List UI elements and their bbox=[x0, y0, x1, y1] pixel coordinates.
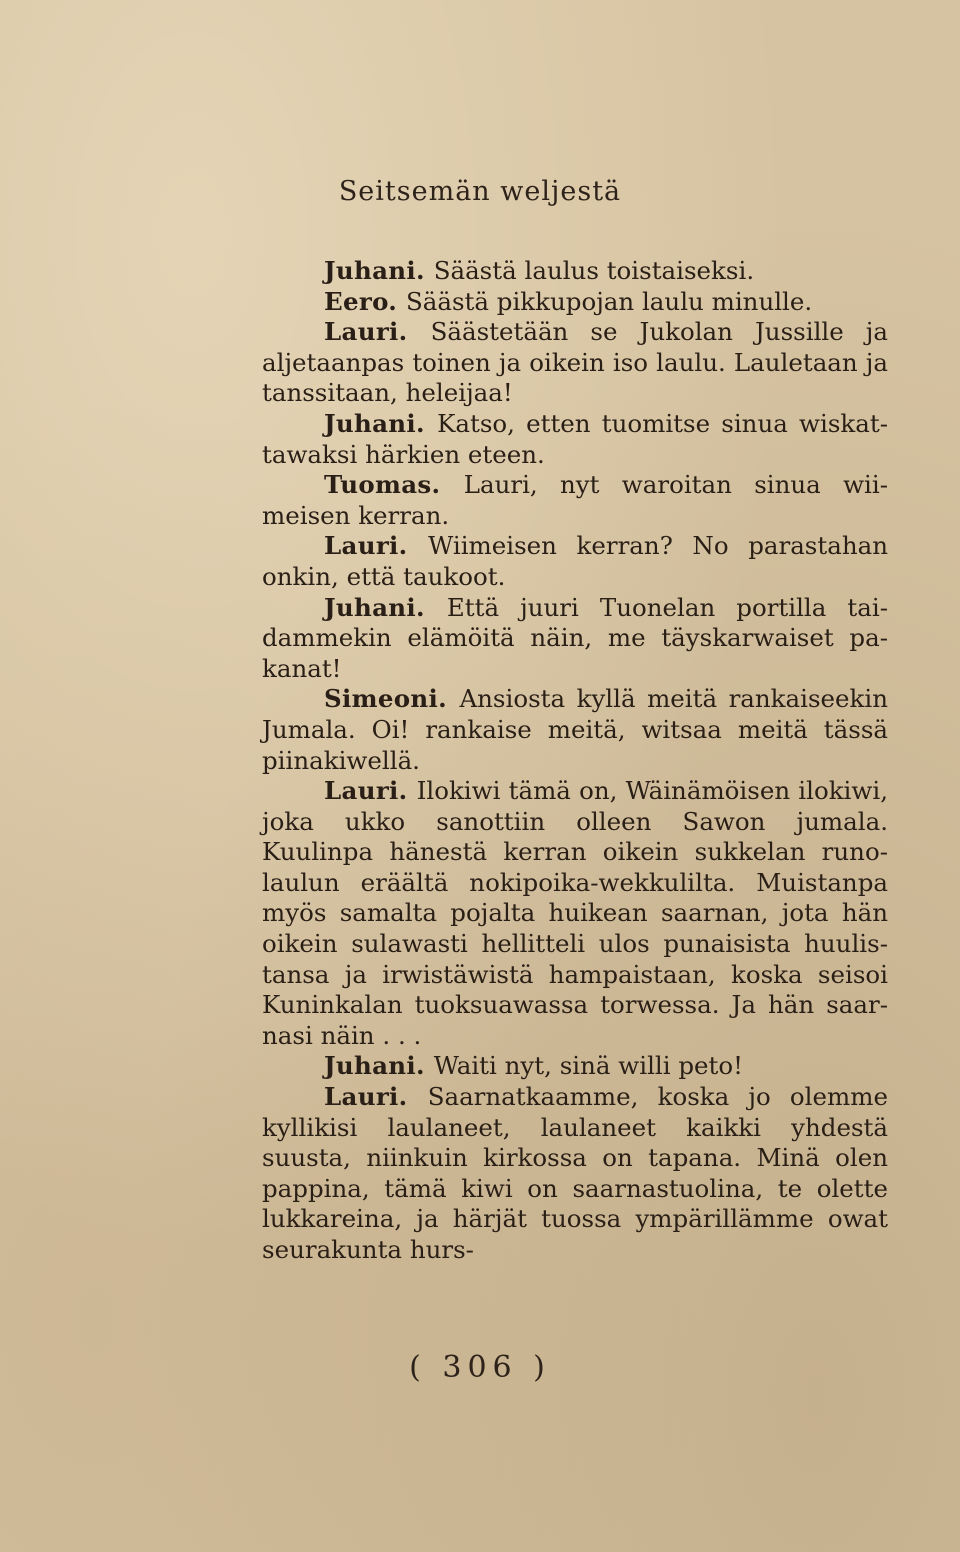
dialogue-paragraph bbox=[262, 1051, 888, 1082]
dialogue-paragraph bbox=[262, 1082, 888, 1266]
speaker-name: Juhani. bbox=[324, 592, 425, 622]
running-head: Seitsemän weljestä bbox=[338, 176, 622, 207]
dialogue-line: Waiti nyt, sinä willi peto! bbox=[433, 1051, 743, 1081]
dialogue-line: Saarnatkaamme, koska jo olemme kyllikisi laulaneet, laulaneet kaikki yhdestä suusta, niinkuin kirkossa on tapana. Minä olen pappina, tämä kiwi on saarnastuolina, te olette lukkareina, ja härjät tuossa ympärillämme owat seurakunta hurs- bbox=[262, 1082, 888, 1264]
speaker-name: Juhani. bbox=[324, 1051, 425, 1081]
page-number: ( 306 ) bbox=[409, 1350, 551, 1385]
speaker-name: Juhani. bbox=[324, 256, 425, 285]
speaker-name: Lauri. bbox=[324, 776, 408, 806]
dialogue-paragraph bbox=[262, 531, 888, 592]
speaker-name: Lauri. bbox=[324, 317, 408, 347]
dialogue-line: Wiimeisen kerran? No parastahan onkin, että taukoot. bbox=[262, 531, 888, 591]
dialogue-line: Katso, etten tuomitse sinua wiskattawaksi härkien eteen. bbox=[262, 408, 888, 469]
speaker-name: Eero. bbox=[324, 286, 398, 316]
dialogue-line: Ilokiwi tämä on, Wäinämöisen ilokiwi, joka ukko sanottiin olleen Sawon jumala. Kuulinpa hänestä kerran oikein sukkelan runolaulun eräältä nokipoika-wekkulilta. Muistanpa myös samalta pojalta huikean saarnan, jota hän oikein sulawasti hellitteli ulos punaisista huulistansa ja irwistäwistä hampaistaan, koska seisoi Kuninkalan tuoksuawassa torwessa. Ja hän saarnasi näin . . . bbox=[262, 776, 888, 1050]
dialogue-paragraph bbox=[262, 317, 888, 409]
speaker-name: Lauri. bbox=[324, 531, 408, 561]
dialogue-line: Että juuri Tuonelan portilla taidammekin elämöitä näin, me täyskarwaiset pakanat! bbox=[262, 592, 888, 683]
dialogue-line: Säästä laulus toistaiseksi. bbox=[433, 256, 755, 285]
dialogue-paragraph bbox=[262, 256, 888, 287]
dialogue-paragraph bbox=[262, 684, 888, 776]
dialogue-paragraph bbox=[262, 409, 888, 470]
dialogue-line: Säästä pikkupojan laulu minulle. bbox=[405, 286, 813, 316]
dialogue-line: Lauri, nyt waroitan sinua wiimeisen kerran. bbox=[262, 470, 888, 530]
dialogue-line: Säästetään se Jukolan Jussille ja aljetaanpas toinen ja oikein iso laulu. Lauletaan ja tanssitaan, heleijaa! bbox=[262, 317, 888, 408]
dialogue-line: Ansiosta kyllä meitä rankaiseekin Jumala. Oi! rankaise meitä, witsaa meitä tässä piinakiwellä. bbox=[262, 684, 888, 775]
dialogue-paragraph bbox=[262, 593, 888, 685]
speaker-name: Juhani. bbox=[324, 408, 425, 438]
dialogue-paragraph bbox=[262, 776, 888, 1051]
dialogue-paragraph bbox=[262, 287, 888, 318]
speaker-name: Tuomas. bbox=[324, 470, 441, 500]
speaker-name: Simeoni. bbox=[324, 684, 447, 714]
dialogue-paragraph bbox=[262, 470, 888, 531]
speaker-name: Lauri. bbox=[324, 1082, 408, 1112]
dialogue-text bbox=[262, 256, 888, 1266]
